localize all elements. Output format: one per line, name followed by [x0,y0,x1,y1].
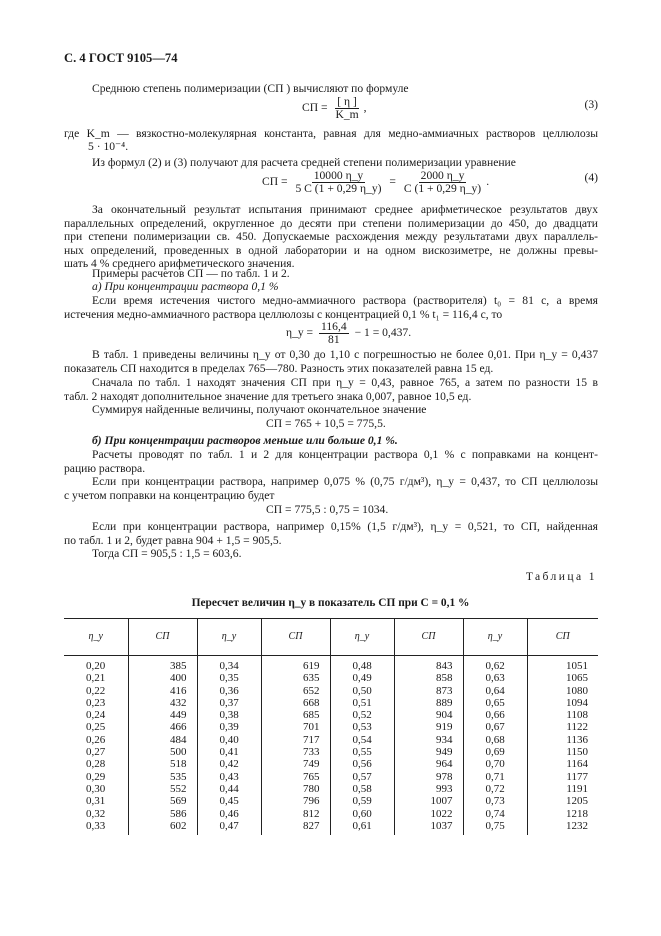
cell-dp: 919 [394,721,463,733]
cell-dp: 449 [128,709,197,721]
formula-4-equals: = [389,175,396,189]
text-line: Если при концентрации раствора, например 0,15% (1,5 г/дм³), η_у = 0,521, то СП, найденная [92,520,598,533]
paragraph-examples: Примеры расчетов СП — по табл. 1 и 2. [92,267,290,280]
cell-dp: 1080 [527,685,598,697]
cell-dp: 1108 [527,709,598,721]
table-row [64,685,598,697]
cell-dp: 949 [394,746,463,758]
cell-dp: 1136 [527,734,598,746]
cell-eta: 0,34 [197,660,261,672]
formula-eta-numerator: 116,4 [321,320,347,333]
cell-eta: 0,71 [463,771,527,783]
cell-eta: 0,38 [197,709,261,721]
cell-dp: 780 [261,783,330,795]
table-row [64,697,598,709]
cell-eta: 0,28 [86,758,106,771]
cell-dp: 385 [128,660,197,672]
cell-eta: 0,72 [463,783,527,795]
cell-dp: 1094 [527,697,598,709]
paragraph-derivation: Из формул (2) и (3) получают для расчета средней степени полимеризации уравнение [92,156,516,169]
paragraph-km-definition [64,127,598,141]
spacer-cell [463,832,527,835]
cell-eta: 0,40 [197,734,261,746]
cell-eta: 0,42 [197,758,261,770]
cell-eta: 0,50 [330,685,394,697]
table-label: Таблица 1 [525,570,597,583]
cell-eta: 0,67 [463,721,527,733]
column-header-eta: η_у [463,619,527,656]
cell-eta: 0,66 [463,709,527,721]
page-header: С. 4 ГОСТ 9105—74 [64,51,178,65]
table-body [64,656,598,836]
table-row [64,758,598,770]
spacer-cell [64,832,128,835]
cell-dp: 552 [128,783,197,795]
cell-dp: 978 [394,771,463,783]
cell-eta: 0,22 [86,684,106,697]
formula-4-fraction-2 [402,170,483,195]
spacer-cell [394,832,463,835]
cell-eta: 0,63 [463,672,527,684]
formula-3-lhs: СП = [302,101,328,115]
subheading-a: а) При концентрации раствора 0,1 % [92,280,279,293]
formula-4-fraction-1 [293,170,383,195]
formula-4-tail: . [486,175,490,189]
column-header-eta: η_у [197,619,261,656]
cell-eta: 0,65 [463,697,527,709]
cell-eta: 0,45 [197,795,261,807]
text-line: табл. 2 находят дополнительное значение для третьего знака 0,007, равное 10,5 ед. [64,389,472,403]
table-title: Пересчет величин η_у в показатель СП при C = 0,1 % [191,597,470,609]
cell-dp: 1007 [394,795,463,807]
cell-eta: 0,21 [86,672,106,685]
cell-eta: 0,69 [463,746,527,758]
paragraph-time-a [64,294,598,321]
cell-eta: 0,25 [86,721,106,734]
cell-eta: 0,62 [463,660,527,672]
table-row [64,820,598,832]
cell-dp: 586 [128,808,197,820]
cell-dp: 1051 [527,660,598,672]
cell-eta: 0,57 [330,771,394,783]
text-line: Если при концентрации раствора, например 0,075 % (0,75 г/дм³), η_у = 0,437, то СП целлюлозы [92,475,598,488]
formula-3-numerator: [ η ] [337,95,357,108]
cell-dp: 993 [394,783,463,795]
cell-eta: 0,36 [197,685,261,697]
text-line: где K_m — вязкостно-молекулярная константа, равная для медно-аммиачных растворов целлюлозы [64,127,598,140]
cell-eta: 0,43 [197,771,261,783]
cell-dp: 569 [128,795,197,807]
cell-eta: 0,35 [197,672,261,684]
paragraph-corrections [64,448,598,475]
table-row [64,808,598,820]
cell-dp: 843 [394,660,463,672]
text-line: За окончательный результат испытания принимают среднее арифметическое результатов двух [92,203,598,216]
text-line: ных определений, проведенных в одной лаборатории и на одном вискозиметре, не должны превы- [64,243,598,257]
formula-4-lhs: СП = [262,175,288,189]
formula-sum: СП = 765 + 10,5 = 775,5. [266,417,386,430]
cell-eta: 0,61 [330,820,394,832]
cell-eta: 0,53 [330,721,394,733]
cell-eta: 0,41 [197,746,261,758]
cell-eta: 0,24 [86,709,106,722]
text-line: при степени полимеризации св. 450. Допускаемые расхождения между результатами двух параллель- [64,230,598,244]
paragraph-dp-intro: Среднюю степень полимеризации (СП ) вычисляют по формуле [92,82,409,95]
cell-dp: 858 [394,672,463,684]
column-header-dp: СП [394,619,463,656]
table-row [64,734,598,746]
column-header-eta: η_у [64,619,128,656]
paragraph-example-015 [64,520,598,547]
formula-eta [286,321,411,346]
cell-dp: 796 [261,795,330,807]
cell-eta: 0,56 [330,758,394,770]
cell-dp: 765 [261,771,330,783]
cell-dp: 1065 [527,672,598,684]
cell-dp: 889 [394,697,463,709]
cell-dp: 749 [261,758,330,770]
cell-dp: 535 [128,771,197,783]
cell-eta: 0,74 [463,808,527,820]
cell-eta: 0,60 [330,808,394,820]
table-spacer-row [64,832,598,835]
formula-3-number: (3) [584,98,598,111]
cell-eta: 0,26 [86,733,106,746]
cell-dp: 934 [394,734,463,746]
formula-4-numerator-2: 2000 η_у [420,169,465,182]
table-row [64,746,598,758]
paragraph-final-result [64,203,598,271]
text-line: Если время истечения чистого медно-аммиачного раствора (растворителя) t₀ = 81 с, а время [92,294,598,307]
formula-3-denominator: K_m [335,108,359,121]
cell-dp: 416 [128,685,197,697]
cell-eta: 0,64 [463,685,527,697]
cell-eta: 0,31 [86,795,106,808]
cell-dp: 518 [128,758,197,770]
cell-eta: 0,55 [330,746,394,758]
cell-eta: 0,29 [86,770,106,783]
paragraph-table-1-values [64,348,598,375]
cell-dp: 1205 [527,795,598,807]
cell-dp: 602 [128,820,197,832]
cell-eta: 0,37 [197,697,261,709]
cell-dp: 652 [261,685,330,697]
cell-eta: 0,54 [330,734,394,746]
cell-eta: 0,47 [197,820,261,832]
formula-4-denominator-1: 5 C (1 + 0,29 η_у) [295,182,382,195]
cell-dp: 1164 [527,758,598,770]
spacer-cell [197,832,261,835]
cell-dp: 619 [261,660,330,672]
table-row [64,783,598,795]
cell-eta: 0,44 [197,783,261,795]
text-line: параллельных определений, округленное до десяти при степени полимеризации до 450, до двадцати [64,216,598,230]
text-line: Сначала по табл. 1 находят значения СП при η_у = 0,43, равное 765, а затем по разности 15 в [92,376,598,389]
formula-4-numerator-1: 10000 η_у [313,169,364,182]
cell-dp: 500 [128,746,197,758]
cell-dp: 827 [261,820,330,832]
spacer-cell [527,832,598,835]
cell-eta: 0,75 [463,820,527,832]
table-row [64,709,598,721]
table-row [64,795,598,807]
table-header-row [64,619,598,656]
cell-eta: 0,30 [86,782,106,795]
cell-dp: 964 [394,758,463,770]
text-line: по табл. 1 и 2, будет равна 904 + 1,5 = 905,5. [64,533,282,547]
cell-eta: 0,48 [330,660,394,672]
spacer-cell [261,832,330,835]
cell-dp: 733 [261,746,330,758]
cell-dp: 1177 [527,771,598,783]
paragraph-result: Тогда СП = 905,5 : 1,5 = 603,6. [92,547,242,560]
cell-dp: 400 [128,672,197,684]
text-line: с учетом поправки на концентрацию будет [64,488,275,502]
cell-eta: 0,39 [197,721,261,733]
cell-dp: 668 [261,697,330,709]
cell-dp: 484 [128,734,197,746]
cell-dp: 1150 [527,746,598,758]
paragraph-example-075 [64,475,598,502]
cell-eta: 0,33 [86,819,106,832]
formula-3 [302,96,367,121]
formula-division: СП = 775,5 : 0,75 = 1034. [266,503,389,516]
cell-eta: 0,59 [330,795,394,807]
text-line: шать 4 % среднего арифметического значения. [64,257,295,271]
cell-dp: 432 [128,697,197,709]
column-header-dp: СП [128,619,197,656]
spacer-cell [330,832,394,835]
cell-dp: 812 [261,808,330,820]
cell-dp: 717 [261,734,330,746]
cell-dp: 1232 [527,820,598,832]
text-line: В табл. 1 приведены величины η_у от 0,30 до 1,10 с погрешностью не более 0,01. При η_у = 0,437 [92,348,598,361]
cell-dp: 1022 [394,808,463,820]
formula-eta-tail: − 1 = 0,437. [354,326,412,340]
table-row [64,771,598,783]
text-line: истечения медно-аммиачного раствора целлюлозы с концентрацией 0,1 % t₁ = 116,4 с, то [64,307,503,321]
cell-dp: 1191 [527,783,598,795]
table-row [64,660,598,672]
cell-eta: 0,70 [463,758,527,770]
cell-dp: 701 [261,721,330,733]
cell-dp: 635 [261,672,330,684]
cell-dp: 1037 [394,820,463,832]
cell-dp: 873 [394,685,463,697]
table-row [64,672,598,684]
cell-eta: 0,46 [197,808,261,820]
spacer-cell [128,832,197,835]
column-header-dp: СП [527,619,598,656]
formula-eta-denominator: 81 [328,333,340,346]
formula-eta-lhs: η_у = [286,326,314,340]
text-line: показатель СП находится в пределах 765—780. Разность этих показателей равна 15 ед. [64,361,494,375]
text-line: рацию раствора. [64,461,146,475]
paragraph-summing: Суммируя найденные величины, получают окончательное значение [92,403,427,416]
column-header-eta: η_у [330,619,394,656]
cell-eta: 0,58 [330,783,394,795]
cell-eta: 0,51 [330,697,394,709]
cell-eta: 0,73 [463,795,527,807]
column-header-dp: СП [261,619,330,656]
table-row [64,721,598,733]
formula-4-number: (4) [584,171,598,184]
cell-eta: 0,49 [330,672,394,684]
cell-dp: 1122 [527,721,598,733]
cell-eta: 0,68 [463,734,527,746]
conversion-table [64,618,598,835]
cell-eta: 0,23 [86,696,106,709]
formula-3-tail: , [363,101,367,115]
cell-eta: 0,27 [86,746,106,759]
cell-dp: 904 [394,709,463,721]
paragraph-table-lookup [64,376,598,403]
formula-4-denominator-2: C (1 + 0,29 η_у) [403,182,482,195]
cell-dp: 685 [261,709,330,721]
cell-dp: 466 [128,721,197,733]
cell-eta: 0,32 [86,807,106,820]
text-line: Расчеты проводят по табл. 1 и 2 для концентрации раствора 0,1 % с поправками на концент- [92,448,598,461]
text-line: 5 · 10⁻⁴. [88,140,129,153]
subheading-b: б) При концентрации растворов меньше или больше 0,1 %. [92,434,398,447]
cell-dp: 1218 [527,808,598,820]
cell-eta: 0,20 [86,660,106,672]
cell-eta: 0,52 [330,709,394,721]
formula-4 [262,170,489,195]
formula-3-fraction [333,96,360,121]
formula-eta-fraction [319,321,349,346]
